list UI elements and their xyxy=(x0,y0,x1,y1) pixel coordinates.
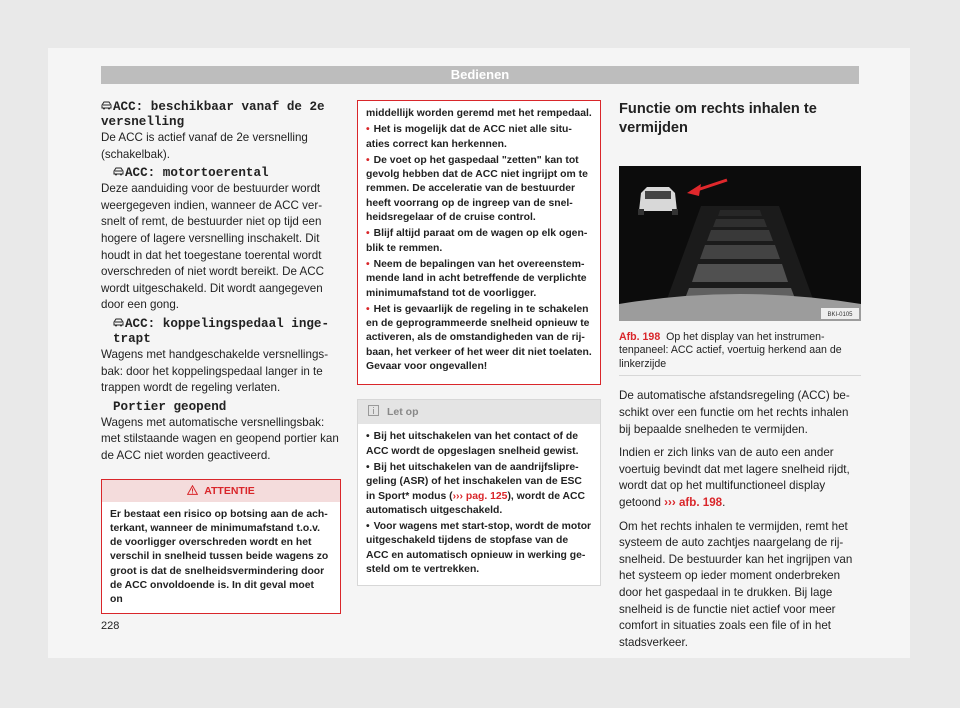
message-heading: Portier geopend xyxy=(113,399,227,414)
body-text: Indien er zich links van de auto een ander voertuig bevindt dat met lagere snelheid rijdt, wordt dat op het multifunctioneel display getoond ››› afb. 198. xyxy=(619,446,850,509)
body-text: Deze aanduiding voor de bestuurder wordt weergegeven indien, wanneer de ACC versnelt of remt, de bestuurder niet op tijd een hogere of lagere versnelling inschakelt. Dit houdt in dat het toegestane toerental wordt overschreden of niet wordt bereikt. De ACC wordt uitgeschakeld. Dit wordt aangegeven door een gong. xyxy=(101,182,324,312)
warning-text: middellijk worden geremd met het rempedaal. xyxy=(366,108,592,119)
message-heading: ACC: koppelingspedaal ingetrapt xyxy=(113,316,330,346)
note-bullet: • Bij het uitschakelen van de aandrijfslipregeling (ASR) of het inschakelen van de ESC in Sport* modus (››› pag. 125), wordt de ACC automatisch uitgeschakeld. xyxy=(366,461,585,516)
warning-bullet: • De voet op het gaspedaal "zetten" kan tot gevolg hebben dat de ACC niet ingrijpt om te remmen. De acceleratie van de bestuurder heeft voorrang op de ingreep van de snelheidsregelaar of de cruise control. xyxy=(366,154,588,224)
body-text: Wagens met handgeschakelde versnellingsbak: door het koppelingspedaal langer in te trappen wordt de regeling verlaten. xyxy=(101,347,329,395)
body-text: Om het rechts inhalen te vermijden, remt het systeem de auto zachtjes naargelang de rijsnelheid. De bestuurder kan het ingrijpen van het systeem op ieder moment onderbreken door het gaspedaal in te drukken. Bij lage snelheid is de functie niet actief voor meer comfort in situaties zoals een file of in het stadsverkeer. xyxy=(619,519,853,649)
note-text xyxy=(358,424,600,585)
chapter-header: Bedienen xyxy=(101,66,859,84)
note-bullet: • Voor wagens met start-stop, wordt de motor uitgeschakeld tijdens de stopfase van de ACC en automatisch opnieuw in werking gesteld om te vertrekken. xyxy=(366,521,592,576)
figure-link[interactable]: ››› afb. 198 xyxy=(664,495,723,509)
info-icon xyxy=(368,405,379,416)
body-text: De automatische afstandsregeling (ACC) beschikt over een functie om het rechts inhalen bij bepaalde snelheden te vermijden. xyxy=(619,389,850,436)
figure-number: Afb. 198 xyxy=(619,330,661,343)
note-bullet: • Bij het uitschakelen van het contact of de ACC wordt de opgeslagen snelheid gewist. xyxy=(366,431,579,457)
warning-box-continued xyxy=(357,100,601,385)
column-right xyxy=(619,100,861,658)
page-number: 228 xyxy=(101,620,120,632)
warning-bullet: • Blijf altijd paraat om de wagen op elk ogenblik te remmen. xyxy=(366,228,588,254)
warning-bullet: • Het is mogelijk dat de ACC niet alle situaties correct kan herkennen. xyxy=(366,124,572,150)
figure-code: BKI-0105 xyxy=(827,312,853,318)
message-heading: ACC: beschikbaar vanaf de 2e versnelling xyxy=(101,100,325,129)
warning-text: Er bestaat een risico op botsing aan de achterkant, wanneer de minimumafstand t.o.v. de voorligger overschreden wordt en het verschil in snelheid tussen beide wagens zo groot is dat de snelheidsvermindering door de ACC onvoldoende is. In dit geval moet on xyxy=(110,508,329,606)
car-icon xyxy=(113,167,124,176)
page-link[interactable]: ››› pag. 125 xyxy=(452,490,508,502)
section-title: Functie om rechts inhalen te vermijden xyxy=(619,101,817,136)
note-header: Let op xyxy=(358,400,600,424)
acc-display-figure xyxy=(619,166,861,321)
warning-box xyxy=(101,479,341,614)
figure-caption: Afb. 198 Op het display van het instrumentenpaneel: ACC actief, voertuig herkend aan de linkerzijde xyxy=(619,331,861,377)
column-left xyxy=(101,100,341,614)
note-box xyxy=(357,399,601,586)
warning-triangle-icon xyxy=(187,485,198,495)
warning-header: ATTENTIE xyxy=(102,480,340,502)
body-text: Wagens met automatische versnellingsbak: met stilstaande wagen en geopend portier kan de ACC niet worden geactiveerd. xyxy=(101,415,339,462)
car-icon xyxy=(113,318,124,327)
warning-bullet: • Neem de bepalingen van het overeenstemmende land in acht betreffende de verplichte minimumafstand tot de voorligger. xyxy=(366,258,587,299)
warning-bullet: • Het is gevaarlijk de regeling in te schakelen en de geprogrammeerde snelheid opnieuw te activeren, als de omstandigheden van de rijbaan, het verkeer of het weer dit niet toelaten. Gevaar voor ongevallen! xyxy=(366,303,592,373)
column-middle xyxy=(357,100,601,586)
body-text: De ACC is actief vanaf de 2e versnelling (schakelbak). xyxy=(101,131,308,161)
car-left-icon xyxy=(638,187,678,215)
car-icon xyxy=(101,101,112,110)
message-heading: ACC: motortoerental xyxy=(101,166,341,181)
